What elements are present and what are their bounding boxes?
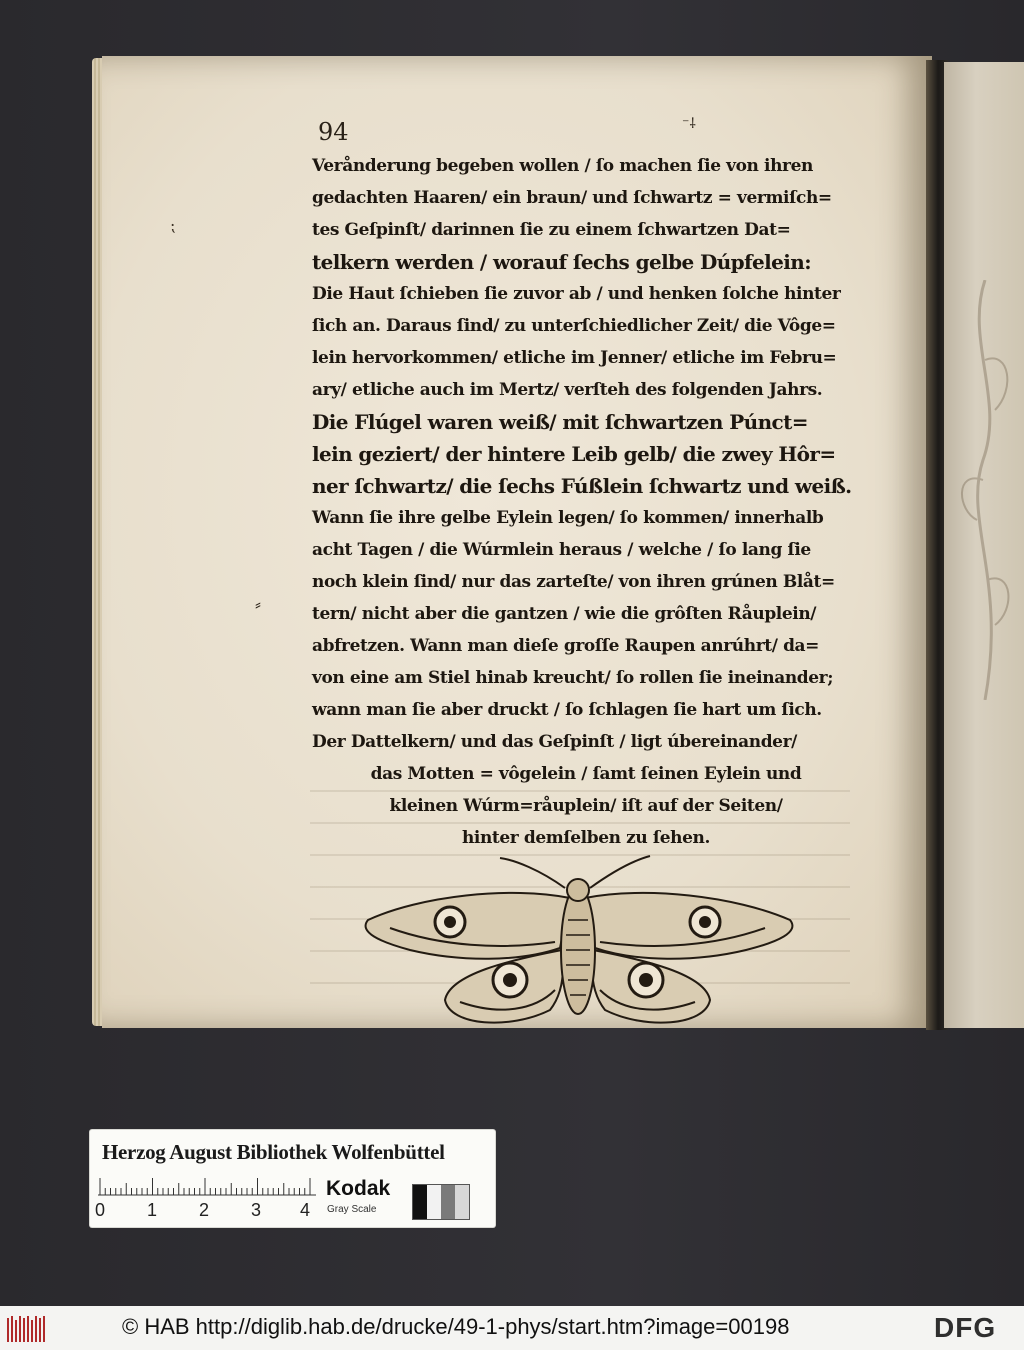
text-line: lein hervorkommen/ etliche im Jenner/ etliche im Febru= xyxy=(312,348,837,368)
fraktur-text-block xyxy=(312,150,860,854)
ruler-number: 2 xyxy=(199,1200,210,1220)
text-line: Verånderung begeben wollen / ſo machen ſie von ihren xyxy=(312,156,813,176)
hab-barcode-logo-icon xyxy=(6,1314,48,1344)
scale-ruler xyxy=(98,1176,316,1196)
swatch xyxy=(455,1185,469,1219)
ruler-number: 0 xyxy=(95,1200,106,1220)
text-line: ary/ etliche auch im Mertz/ verſteh des folgenden Jahrs. xyxy=(312,380,823,400)
gray-scale-label: Gray Scale xyxy=(327,1204,377,1215)
text-line: gedachten Haaren/ ein braun/ und ſchwartz = vermiſch= xyxy=(312,188,832,208)
text-line: kleinen Wúrm=råuplein/ iſt auf der Seiten/ xyxy=(389,796,783,816)
text-line: hinter demſelben zu ſehen. xyxy=(461,828,711,848)
text-line: Die Haut ſchieben ſie zuvor ab / und henken ſolche hinter xyxy=(312,284,841,304)
text-line: das Motten = vôgelein / ſamt ſeinen Eylein und xyxy=(370,764,802,784)
swatch xyxy=(427,1185,441,1219)
text-line: wann man ſie aber druckt / ſo ſchlagen ſie hart um ſich. xyxy=(312,700,822,720)
ruler-number: 3 xyxy=(251,1200,262,1220)
text-line: ſich an. Daraus ſind/ zu unterſchiedlicher Zeit/ die Vôge= xyxy=(312,316,836,336)
page-number: 94 xyxy=(318,118,349,146)
gray-scale-swatches xyxy=(412,1184,470,1220)
text-line: Der Dattelkern/ und das Geſpinſt / ligt úbereinander/ xyxy=(312,732,797,752)
print-mark: ⁻⸸ xyxy=(682,116,696,132)
text-line: telkern werden / worauf ſechs gelbe Dúpfelein: xyxy=(312,250,811,274)
text-line: tern/ nicht aber die gantzen / wie die grôſten Råuplein/ xyxy=(312,604,817,624)
swatch xyxy=(441,1185,455,1219)
ruler-numbers xyxy=(90,1200,330,1222)
footer-bar xyxy=(0,1306,1024,1350)
text-line: ner ſchwartz/ die ſechs Fúßlein ſchwartz und weiß. xyxy=(312,474,852,498)
next-page-plant-illustration xyxy=(955,280,1017,700)
text-line: tes Geſpinſt/ darinnen ſie zu einem ſchwartzen Dat= xyxy=(312,220,791,240)
ruler-number: 4 xyxy=(300,1200,311,1220)
text-line: lein geziert/ der hintere Leib gelb/ die zwey Hôr= xyxy=(312,442,836,466)
dfg-logo: DFG xyxy=(934,1312,997,1343)
text-line: Wann ſie ihre gelbe Eylein legen/ ſo kommen/ innerhalb xyxy=(312,508,824,528)
kodak-logo: Kodak xyxy=(326,1177,391,1200)
text-line: acht Tagen / die Wúrmlein heraus / welche / ſo lang ſie xyxy=(312,540,811,560)
library-name: Herzog August Bibliothek Wolfenbüttel xyxy=(102,1140,445,1164)
swatch xyxy=(413,1185,427,1219)
margin-mark: ⸗ xyxy=(255,594,261,615)
margin-mark: ⁏ xyxy=(170,216,176,235)
text-line: von eine am Stiel hinab kreucht/ ſo rollen ſie ineinander; xyxy=(312,668,834,688)
text-line: abfretzen. Wann man dieſe groſſe Raupen anrúhrt/ da= xyxy=(312,636,820,656)
ruler-number: 1 xyxy=(147,1200,158,1220)
text-line: noch klein ſind/ nur das zarteſte/ von ihren grúnen Blåt= xyxy=(312,572,835,592)
text-line: Die Flúgel waren weiß/ mit ſchwartzen Púnct= xyxy=(312,410,808,434)
color-calibration-card xyxy=(90,1130,495,1227)
moth-woodcut-illustration xyxy=(350,850,805,1032)
source-url-text: © HAB http://diglib.hab.de/drucke/49-1-phys/start.htm?image=00198 xyxy=(122,1314,790,1339)
